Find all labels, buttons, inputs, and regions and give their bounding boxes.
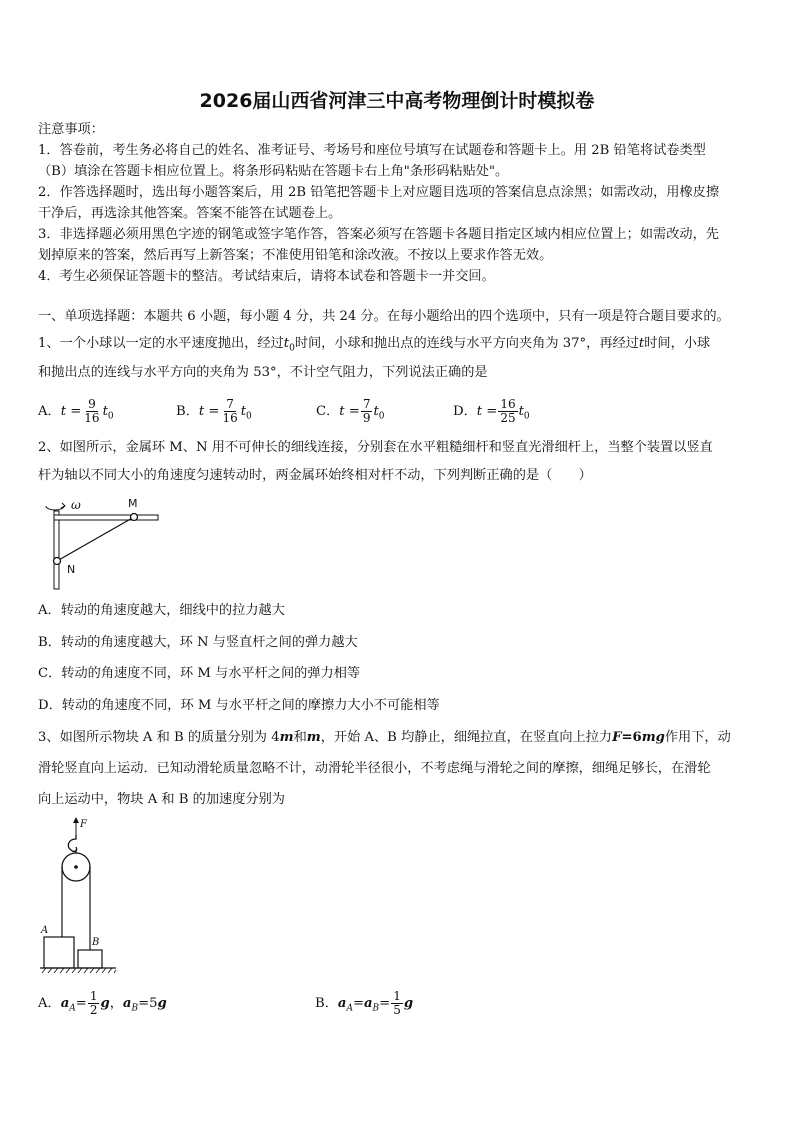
ring-m <box>131 514 138 521</box>
q1-line-1: 1、一个小球以一定的水平速度抛出，经过$t_0$时间，小球和抛出点的连线与水平方向夹角为 37°，再经过t时间，小球 <box>38 336 711 354</box>
q3-option-b[interactable]: B．$a_A=a_B=$ $\frac{1}{5}$ g <box>315 989 414 1017</box>
hook <box>68 835 76 851</box>
q2-line-2: 杆为轴以不同大小的角速度匀速转动时，两金属环始终相对杆不动，下列判断正确的是（ ） <box>38 468 592 483</box>
label-m: M <box>128 497 138 510</box>
q3-figure <box>38 815 118 975</box>
notice-item-4: 4．考生必须保证答题卡的整洁。考试结束后，请将本试卷和答题卡一并交回。 <box>38 269 495 284</box>
notice-item-1b: （B）填涂在答题卡相应位置上。将条形码粘贴在答题卡右上角"条形码粘贴处"。 <box>38 164 509 179</box>
q1-option-d[interactable]: D．t = $\frac{16}{25}$ $t_0$ <box>453 397 530 425</box>
section-heading: 一、单项选择题：本题共 6 小题，每小题 4 分，共 24 分。在每小题给出的四个选项中，只有一项是符合题目要求的。 <box>38 309 730 324</box>
ring-n <box>54 558 61 565</box>
q1-line-2: 和抛出点的连线与水平方向的夹角为 53°，不计空气阻力，下列说法正确的是 <box>38 365 488 380</box>
label-b: B <box>92 937 100 948</box>
notice-heading: 注意事项： <box>38 122 104 137</box>
q1-option-c[interactable]: C．t = $\frac{7}{9}$ $t_0$ <box>316 397 385 425</box>
q2-option-a[interactable]: A．转动的角速度越大，细线中的拉力越大 <box>38 603 285 618</box>
label-n: N <box>67 563 76 576</box>
q2-figure <box>38 493 163 591</box>
q2-option-c[interactable]: C．转动的角速度不同，环 M 与水平杆之间的弹力相等 <box>38 666 361 681</box>
label-f: F <box>80 819 87 830</box>
q1-t: t <box>638 336 645 351</box>
q1-option-a[interactable]: A．t = $\frac{9}{16}$ $t_0$ <box>38 397 114 425</box>
q2-line-1: 2、如图所示，金属环 M、N 用不可伸长的细线连接，分别套在水平粗糙细杆和竖直光滑细杆上，当整个装置以竖直 <box>38 440 713 455</box>
q3-option-a[interactable]: A．$a_A=$ $\frac{1}{2}$ g，$a_B=5g$ <box>38 989 167 1017</box>
q1-option-b[interactable]: B．t = $\frac{7}{16}$ $t_0$ <box>176 397 252 425</box>
horizontal-rod <box>54 515 158 520</box>
notice-item-1a: 1．答卷前，考生务必将自己的姓名、准考证号、考场号和座位号填写在试题卷和答题卡上。用 2B 铅笔将试卷类型 <box>38 143 706 158</box>
label-a: A <box>41 925 49 936</box>
omega-label: ω <box>71 498 81 512</box>
page-title: 2026届山西省河津三中高考物理倒计时模拟卷 <box>199 90 595 112</box>
string <box>57 517 134 561</box>
q3-line-1: 3、如图所示物块 A 和 B 的质量分别为 4m和m，开始 A、B 均静止，细绳拉直，在竖直向上拉力F=6mg作用下，动 <box>38 730 731 745</box>
block-a <box>44 937 74 968</box>
notice-item-3a: 3．非选择题必须用黑色字迹的钢笔或签字笔作答，答案必须写在答题卡各题目指定区域内相应位置上；如需改动，先 <box>38 227 719 242</box>
q3-line-3: 向上运动中，物块 A 和 B 的加速度分别为 <box>38 792 285 807</box>
q2-option-d[interactable]: D．转动的角速度不同，环 M 与水平杆之间的摩擦力大小不可能相等 <box>38 698 440 713</box>
force-arrow-icon <box>73 817 79 823</box>
q3-line-2: 滑轮竖直向上运动．已知动滑轮质量忽略不计，动滑轮半径很小，不考虑绳与滑轮之间的摩擦，细绳足够长，在滑轮 <box>38 761 711 776</box>
notice-item-2b: 干净后，再选涂其他答案。答案不能答在试题卷上。 <box>38 206 342 221</box>
vertical-rod <box>54 511 59 589</box>
block-b <box>78 950 102 968</box>
q1-t0: t <box>283 336 290 351</box>
notice-item-2a: 2．作答选择题时，选出每小题答案后，用 2B 铅笔把答题卡上对应题目选项的答案信息点涂黑；如需改动，用橡皮擦 <box>38 185 720 200</box>
notice-item-3b: 划掉原来的答案，然后再写上新答案；不准使用铅笔和涂改液。不按以上要求作答无效。 <box>38 248 553 263</box>
q2-option-b[interactable]: B．转动的角速度越大，环 N 与竖直杆之间的弹力越大 <box>38 635 358 650</box>
